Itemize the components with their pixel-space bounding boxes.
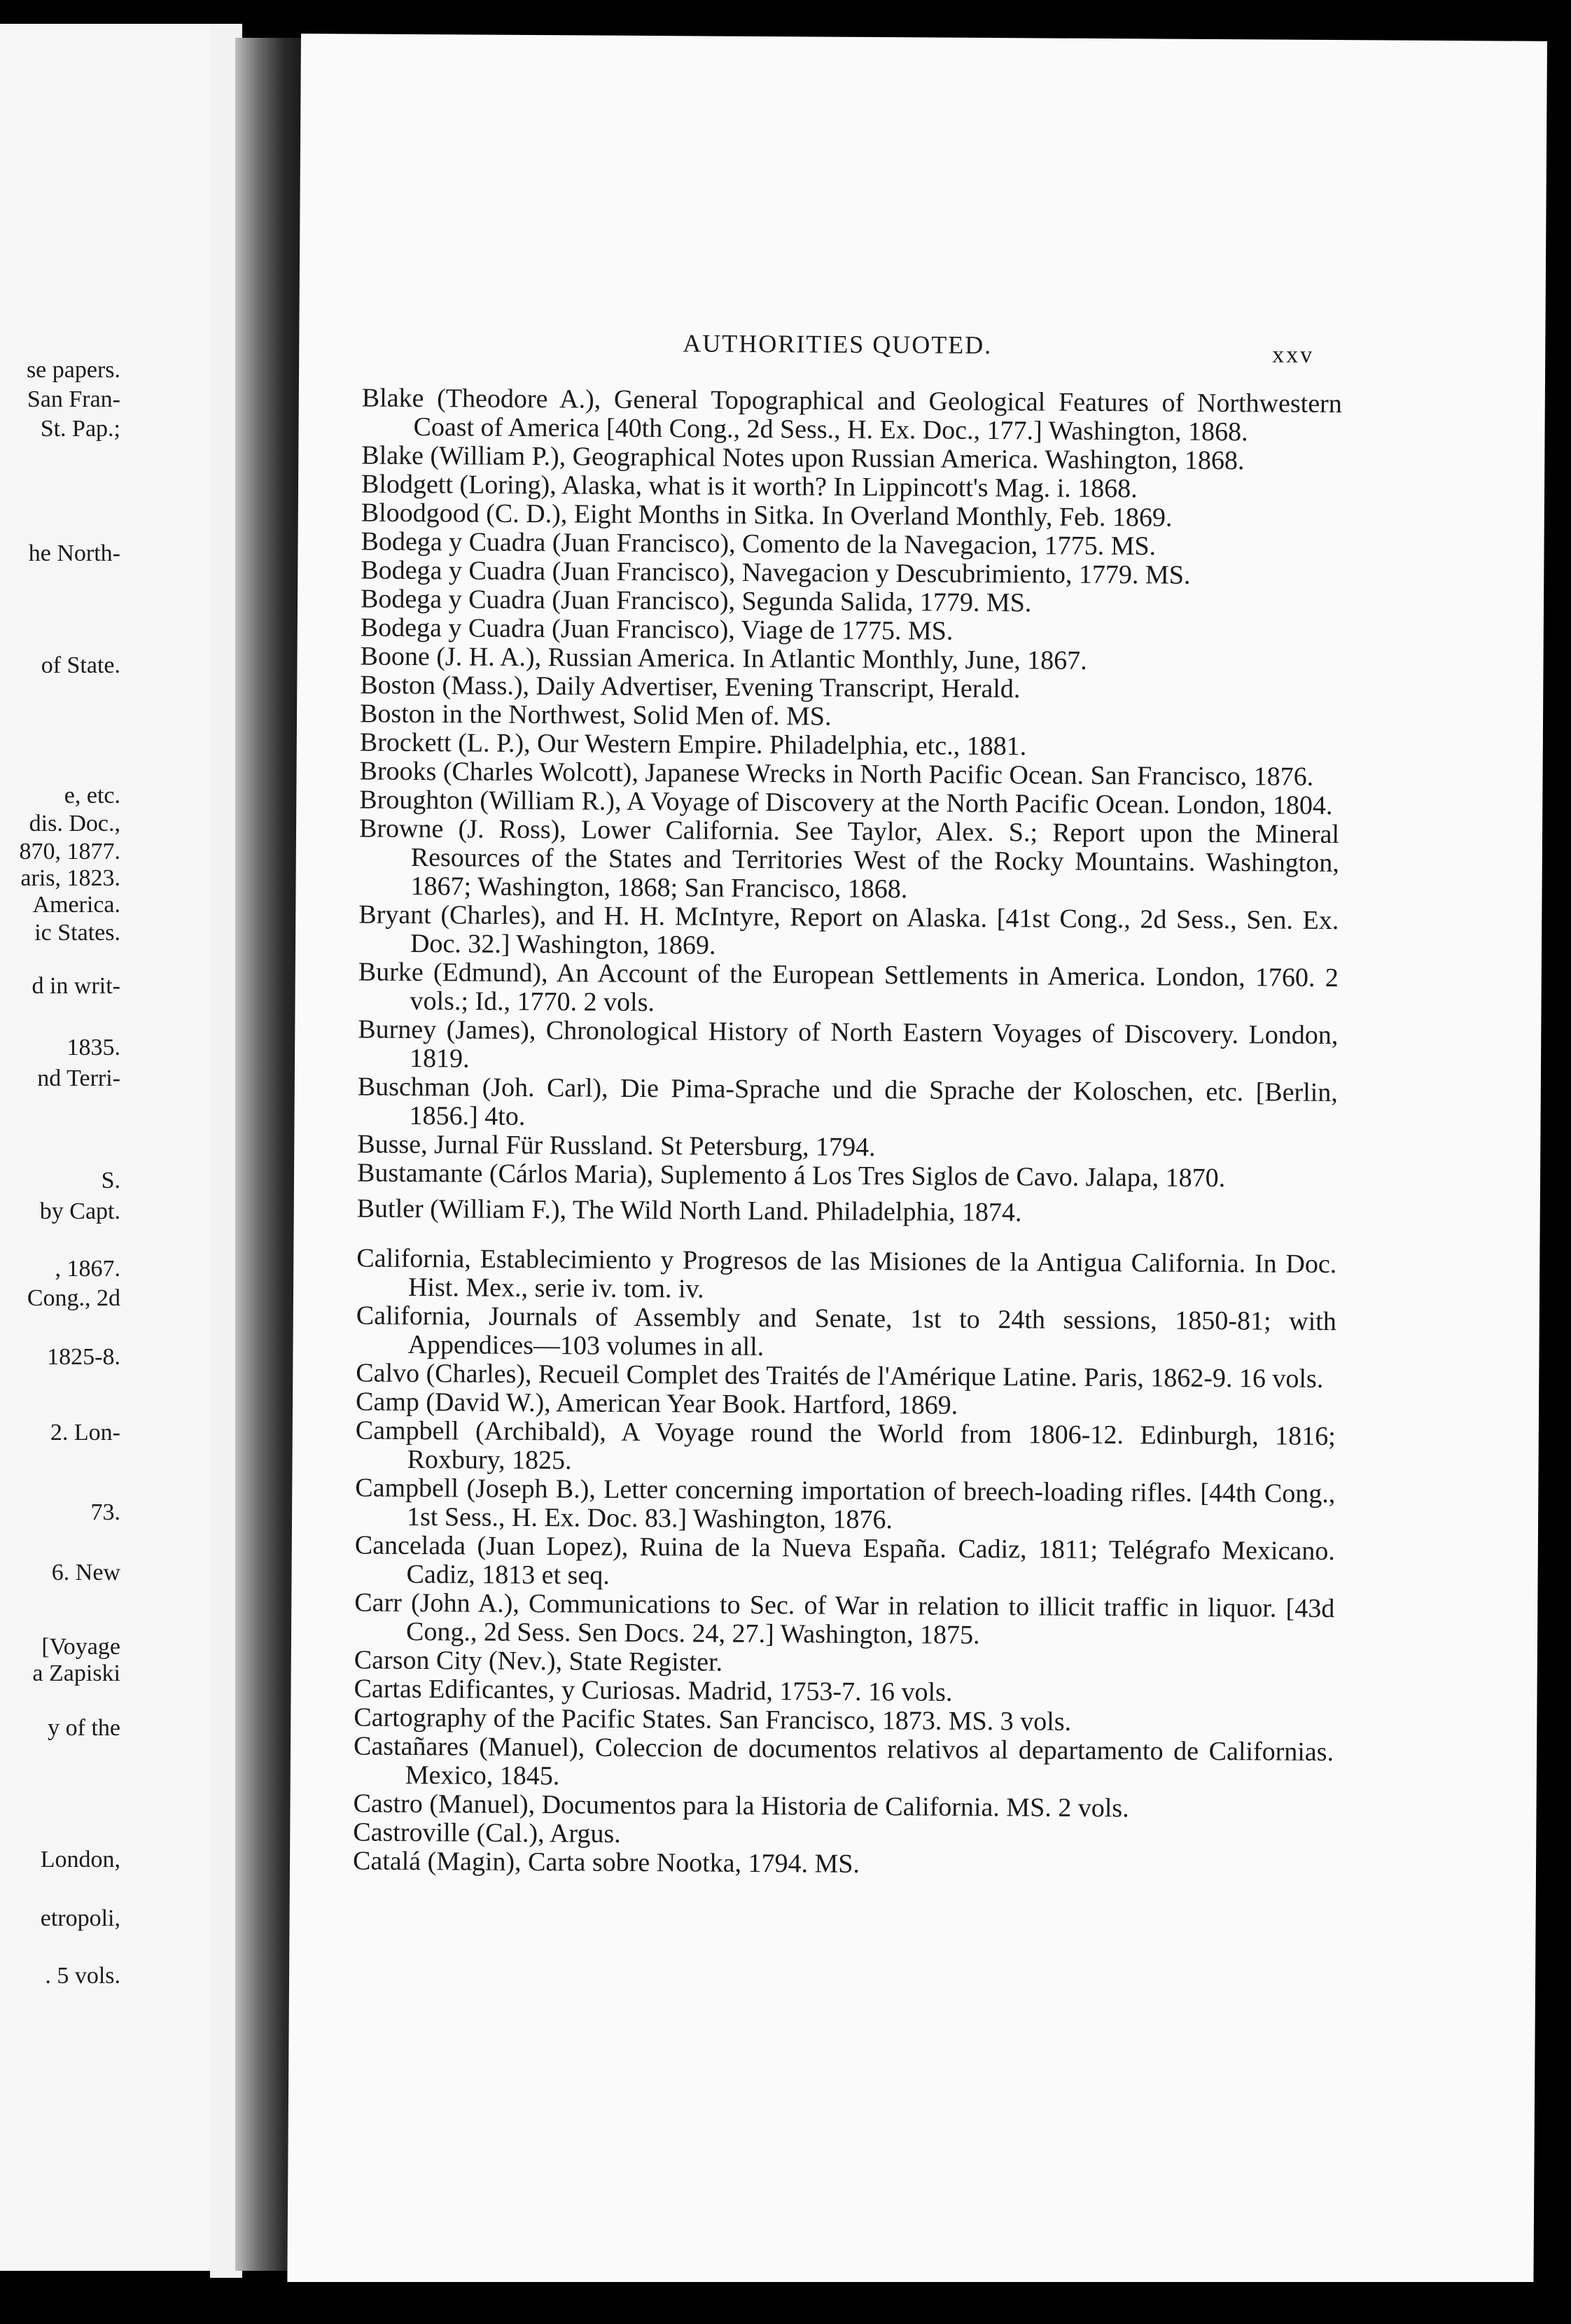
bibliography-entry: Calvo (Charles), Recueil Complet des Traités de l'Amérique Latine. Paris, 1862-9. 16 vols.	[356, 1358, 1324, 1394]
left-page-line: e, etc.	[64, 783, 120, 808]
bibliography-entry: Cartas Edificantes, y Curiosas. Madrid, 1753-7. 16 vols.	[354, 1674, 953, 1707]
bibliography-entry: Campbell (Joseph B.), Letter concerning importation of breech-loading rifles. [44th Cong., 1st Sess., H. Ex. Doc. 83.] Washington, 1876.	[355, 1473, 1336, 1535]
scan-border-bottom	[0, 2282, 1571, 2324]
bibliography-entry: Bodega y Cuadra (Juan Francisco), Segunda Salida, 1779. MS.	[360, 584, 1032, 618]
left-page-line: San Fran-	[27, 386, 120, 412]
bibliography-entry: Butler (William F.), The Wild North Land. Philadelphia, 1874.	[356, 1194, 1022, 1228]
bibliography-entry: Bodega y Cuadra (Juan Francisco), Comento de la Navegacion, 1775. MS.	[361, 526, 1157, 561]
bibliography-entry: Bodega y Cuadra (Juan Francisco), Navegacion y Descubrimiento, 1779. MS.	[361, 555, 1191, 590]
left-page-line: 1825-8.	[47, 1344, 120, 1370]
left-page-line: 870, 1877.	[19, 839, 120, 864]
left-page-line: America.	[32, 892, 120, 918]
left-page-line: [Voyage	[41, 1634, 120, 1660]
bibliography-entry: Boston (Mass.), Daily Advertiser, Evening Transcript, Herald.	[360, 670, 1021, 704]
left-page-line: of State.	[41, 652, 120, 678]
bibliography-entry: Carr (John A.), Communications to Sec. of War in relation to illicit traffic in liquor. [43d Cong., 2d Sess. Sen Docs. 24, 27.] Washington, 1875.	[354, 1588, 1335, 1650]
left-facing-page	[0, 24, 238, 2271]
left-page-line: London,	[40, 1847, 120, 1872]
left-page-line: dis. Doc.,	[29, 811, 120, 836]
left-page-line: ic States.	[34, 920, 120, 946]
bibliography-entry: Buschman (Joh. Carl), Die Pima-Sprache und die Sprache der Koloschen, etc. [Berlin, 1856.] 4to.	[357, 1072, 1338, 1131]
bibliography-entry: Brooks (Charles Wolcott), Japanese Wrecks in North Pacific Ocean. San Francisco, 1876.	[359, 756, 1314, 792]
left-page-line: . 5 vols.	[45, 1963, 120, 1989]
left-page-line: a Zapiski	[32, 1660, 120, 1686]
left-page-line: S.	[101, 1168, 120, 1194]
bibliography-entry: Brockett (L. P.), Our Western Empire. Philadelphia, etc., 1881.	[359, 727, 1027, 762]
running-head: AUTHORITIES QUOTED.	[683, 329, 993, 360]
left-page-line: d in writ-	[32, 973, 120, 999]
left-page-line: se papers.	[26, 357, 120, 383]
book-page	[287, 34, 1547, 2291]
bibliography-entry: Browne (J. Ross), Lower California. See Taylor, Alex. S.; Report upon the Mineral Resources of the States and Territories West of the Rocky Mountains. Washington, 1867; Washington, 1868; San Francisco, 1868.	[358, 813, 1340, 904]
bibliography-entry: Blake (William P.), Geographical Notes upon Russian America. Washington, 1868.	[361, 440, 1245, 476]
bibliography-entry: Busse, Jurnal Für Russland. St Petersburg, 1794.	[357, 1129, 876, 1163]
bibliography-entry: Castroville (Cal.), Argus.	[353, 1817, 621, 1849]
bibliography-entry: Burney (James), Chronological History of North Eastern Voyages of Discovery. London, 1819.	[358, 1014, 1339, 1074]
bibliography-entry: Bloodgood (C. D.), Eight Months in Sitka. In Overland Monthly, Feb. 1869.	[361, 498, 1173, 533]
bibliography-entry: Bryant (Charles), and H. H. McIntyre, Report on Alaska. [41st Cong., 2d Sess., Sen. Ex. Doc. 32.] Washington, 1869.	[358, 899, 1339, 960]
left-page-line: aris, 1823.	[20, 865, 120, 891]
bibliography-entry: Burke (Edmund), An Account of the European Settlements in America. London, 1760. 2 vols.; Id., 1770. 2 vols.	[358, 957, 1339, 1018]
bibliography-entry: Castañares (Manuel), Coleccion de documentos relativos al departamento de Californias. Mexico, 1845.	[353, 1731, 1334, 1791]
left-page-line: St. Pap.;	[40, 416, 120, 442]
page-number: xxv	[1272, 342, 1315, 368]
left-page-line: Cong., 2d	[27, 1285, 120, 1311]
bibliography-entry: Cancelada (Juan Lopez), Ruina de la Nueva España. Cadiz, 1811; Telégrafo Mexicano. Cadiz, 1813 et seq.	[354, 1530, 1335, 1590]
bibliography-entry: Cartography of the Pacific States. San Francisco, 1873. MS. 3 vols.	[354, 1702, 1072, 1737]
bibliography-entry: Boone (J. H. A.), Russian America. In Atlantic Monthly, June, 1867.	[360, 641, 1087, 676]
bibliography-entry: Castro (Manuel), Documentos para la Historia de California. MS. 2 vols.	[353, 1788, 1129, 1823]
left-page-line: 1835.	[67, 1035, 120, 1060]
bibliography-entry: Campbell (Archibald), A Voyage round the World from 1806-12. Edinburgh, 1816; Roxbury, 1825.	[355, 1415, 1336, 1476]
left-page-line: nd Terri-	[37, 1065, 120, 1091]
bibliography-entry: Bustamante (Cárlos Maria), Suplemento á Los Tres Siglos de Cavo. Jalapa, 1870.	[356, 1158, 1226, 1194]
bibliography-entry: Bodega y Cuadra (Juan Francisco), Viage de 1775. MS.	[360, 612, 954, 646]
left-page-line: he North-	[28, 540, 120, 566]
left-page-line: , 1867.	[55, 1256, 120, 1282]
bibliography-entry: Blodgett (Loring), Alaska, what is it worth? In Lippincott's Mag. i. 1868.	[361, 469, 1138, 504]
bibliography-entry: Boston in the Northwest, Solid Men of. MS.	[359, 699, 832, 732]
left-page-line: 2. Lon-	[50, 1420, 120, 1446]
bibliography-entry: Carson City (Nev.), State Register.	[354, 1645, 723, 1677]
left-page-line: y of the	[48, 1715, 120, 1741]
left-page-line: 73.	[90, 1499, 120, 1525]
left-page-line: by Capt.	[39, 1198, 120, 1224]
bibliography-entry: Camp (David W.), American Year Book. Hartford, 1869.	[355, 1387, 958, 1420]
bibliography-list	[353, 384, 1342, 1882]
bibliography-entry: Blake (Theodore A.), General Topographical and Geological Features of Northwestern Coast of America [40th Cong., 2d Sess., H. Ex. Doc., 177.] Washington, 1868.	[361, 383, 1342, 447]
bibliography-entry: Catalá (Magin), Carta sobre Nootka, 1794. MS.	[352, 1846, 860, 1879]
left-page-line: etropoli,	[40, 1905, 120, 1931]
bibliography-entry: California, Journals of Assembly and Senate, 1st to 24th sessions, 1850-81; with Appendices—103 volumes in all.	[356, 1301, 1336, 1362]
bibliography-entry: Broughton (William R.), A Voyage of Discovery at the North Pacific Ocean. London, 1804.	[359, 785, 1333, 821]
left-page-line: 6. New	[51, 1560, 120, 1586]
bibliography-entry: California, Establecimiento y Progresos de las Misiones de la Antigua California. In Doc. Hist. Mex., serie iv. tom. iv.	[356, 1243, 1337, 1304]
